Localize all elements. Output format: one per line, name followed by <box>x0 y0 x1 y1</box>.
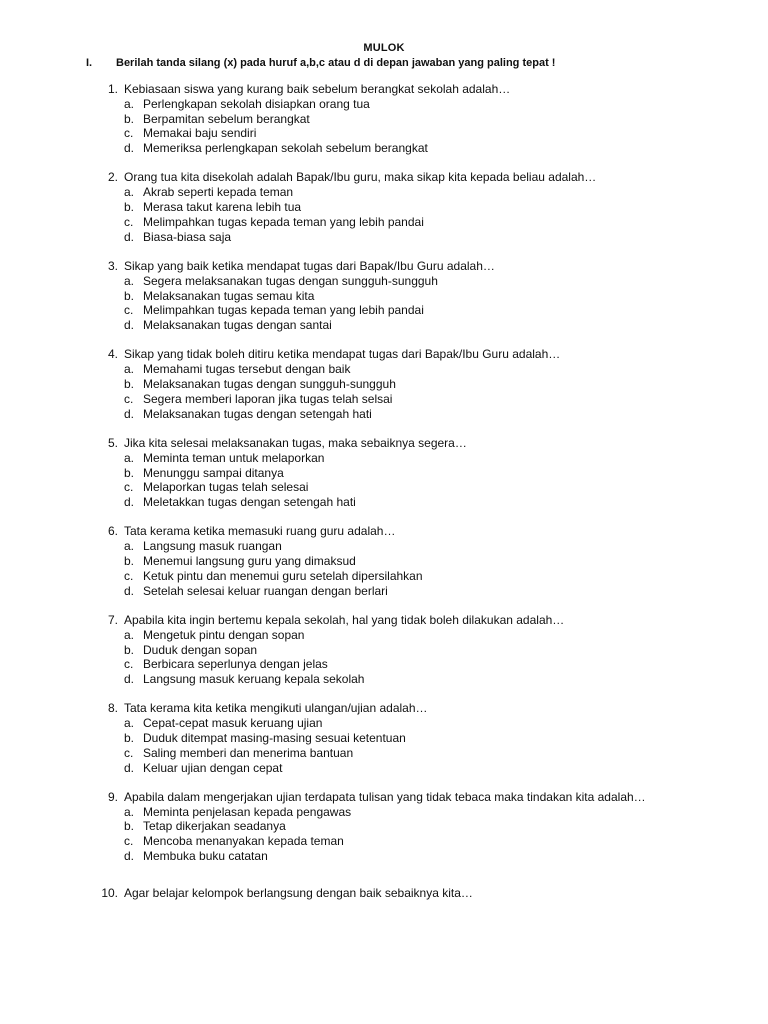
question-item <box>0 886 768 901</box>
option-letter: d. <box>124 672 135 687</box>
question-stem <box>0 701 768 716</box>
option-text: Cepat-cepat masuk keruang ujian <box>143 716 323 731</box>
option-letter: b. <box>124 200 135 215</box>
option-text: Melaksanakan tugas semau kita <box>143 288 315 303</box>
answer-option[interactable] <box>0 97 768 112</box>
option-text: Melaporkan tugas telah selesai <box>143 480 309 495</box>
answer-option[interactable] <box>0 451 768 466</box>
question-item <box>0 613 768 687</box>
answer-option[interactable] <box>0 303 768 318</box>
option-letter: d. <box>124 495 135 510</box>
answer-option[interactable] <box>0 377 768 392</box>
question-stem <box>0 886 768 901</box>
option-text: Memeriksa perlengkapan sekolah sebelum berangkat <box>143 141 428 156</box>
option-letter: c. <box>124 568 134 583</box>
question-text: Apabila kita ingin bertemu kepala sekolah, hal yang tidak boleh dilakukan adalah… <box>124 612 565 627</box>
option-text: Duduk ditempat masing-masing sesuai ketentuan <box>143 730 406 745</box>
option-text: Menemui langsung guru yang dimaksud <box>143 554 356 569</box>
question-text: Orang tua kita disekolah adalah Bapak/Ibu guru, maka sikap kita kepada beliau adalah… <box>124 170 597 185</box>
answer-option[interactable] <box>0 672 768 687</box>
option-letter: b. <box>124 377 135 392</box>
option-text: Mencoba menanyakan kepada teman <box>143 834 344 849</box>
answer-option[interactable] <box>0 584 768 599</box>
option-letter: b. <box>124 730 135 745</box>
option-text: Menunggu sampai ditanya <box>143 465 284 480</box>
option-text: Membuka buku catatan <box>143 849 268 864</box>
answer-options <box>0 716 768 775</box>
question-item <box>0 82 768 156</box>
question-number: 8. <box>107 701 118 716</box>
option-letter: d. <box>124 583 135 598</box>
option-text: Segera memberi laporan jika tugas telah selsai <box>143 391 393 406</box>
question-text: Tata kerama ketika memasuki ruang guru adalah… <box>124 524 396 539</box>
option-text: Saling memberi dan menerima bantuan <box>143 745 354 760</box>
option-text: Merasa takut karena lebih tua <box>143 200 302 215</box>
option-letter: b. <box>124 642 135 657</box>
answer-options <box>0 628 768 687</box>
question-stem <box>0 82 768 97</box>
answer-option[interactable] <box>0 480 768 495</box>
question-stem <box>0 259 768 274</box>
question-text: Tata kerama kita ketika mengikuti ulangan/ujian adalah… <box>124 701 428 716</box>
question-number: 5. <box>107 435 118 450</box>
question-text: Kebiasaan siswa yang kurang baik sebelum berangkat sekolah adalah… <box>124 82 511 96</box>
question-text: Agar belajar kelompok berlangsung dengan baik sebaiknya kita… <box>124 885 473 900</box>
answer-option[interactable] <box>0 805 768 820</box>
option-text: Akrab seperti kepada teman <box>143 185 294 200</box>
option-letter: a. <box>124 96 135 111</box>
option-letter: a. <box>124 273 135 288</box>
option-letter: b. <box>124 288 135 303</box>
option-text: Melaksanakan tugas dengan santai <box>143 318 332 333</box>
question-number: 10. <box>101 885 118 900</box>
option-letter: a. <box>124 627 135 642</box>
option-text: Meletakkan tugas dengan setengah hati <box>143 495 356 510</box>
answer-option[interactable] <box>0 392 768 407</box>
question-text: Apabila dalam mengerjakan ujian terdapata tulisan yang tidak tebaca maka tindakan kita adalah… <box>124 789 646 804</box>
answer-option[interactable] <box>0 569 768 584</box>
option-text: Melimpahkan tugas kepada teman yang lebih pandai <box>143 214 424 229</box>
option-letter: c. <box>124 126 134 141</box>
answer-option[interactable] <box>0 819 768 834</box>
option-text: Mengetuk pintu dengan sopan <box>143 627 305 642</box>
answer-option[interactable] <box>0 141 768 156</box>
answer-options <box>0 362 768 421</box>
option-text: Setelah selesai keluar ruangan dengan berlari <box>143 583 388 598</box>
answer-option[interactable] <box>0 554 768 569</box>
option-text: Langsung masuk ruangan <box>143 539 282 554</box>
answer-option[interactable] <box>0 230 768 245</box>
question-item <box>0 347 768 421</box>
question-list <box>0 82 768 915</box>
answer-option[interactable] <box>0 466 768 481</box>
question-number: 6. <box>107 524 118 539</box>
option-letter: c. <box>124 391 134 406</box>
option-text: Ketuk pintu dan menemui guru setelah dipersilahkan <box>143 568 423 583</box>
answer-option[interactable] <box>0 407 768 422</box>
answer-option[interactable] <box>0 274 768 289</box>
option-text: Meminta penjelasan kepada pengawas <box>143 804 352 819</box>
document-title: MULOK <box>363 42 405 54</box>
option-letter: c. <box>124 214 134 229</box>
answer-option[interactable] <box>0 112 768 127</box>
option-letter: c. <box>124 657 134 672</box>
option-letter: d. <box>124 229 135 244</box>
option-text: Tetap dikerjakan seadanya <box>143 819 286 834</box>
answer-option[interactable] <box>0 716 768 731</box>
option-text: Duduk dengan sopan <box>143 642 258 657</box>
option-letter: a. <box>124 362 135 377</box>
answer-option[interactable] <box>0 539 768 554</box>
option-text: Memahami tugas tersebut dengan baik <box>143 362 351 377</box>
answer-options <box>0 185 768 244</box>
option-text: Melaksanakan tugas dengan setengah hati <box>143 406 372 421</box>
question-text: Jika kita selesai melaksanakan tugas, maka sebaiknya segera… <box>124 435 467 450</box>
option-text: Segera melaksanakan tugas dengan sungguh-sungguh <box>143 273 438 288</box>
option-text: Perlengkapan sekolah disiapkan orang tua <box>143 96 370 111</box>
option-text: Berpamitan sebelum berangkat <box>143 111 310 126</box>
question-number: 7. <box>107 612 118 627</box>
question-item <box>0 524 768 598</box>
option-letter: b. <box>124 554 135 569</box>
option-letter: a. <box>124 804 135 819</box>
question-number: 1. <box>107 82 118 96</box>
option-text: Meminta teman untuk melaporkan <box>143 450 325 465</box>
option-text: Memakai baju sendiri <box>143 126 257 141</box>
option-letter: d. <box>124 849 135 864</box>
option-letter: a. <box>124 539 135 554</box>
option-text: Melaksanakan tugas dengan sungguh-sungguh <box>143 377 396 392</box>
option-letter: a. <box>124 185 135 200</box>
answer-option[interactable] <box>0 731 768 746</box>
answer-option[interactable] <box>0 643 768 658</box>
instruction-text: Berilah tanda silang (x) pada huruf a,b,c atau d di depan jawaban yang paling tepat ! <box>116 57 556 69</box>
question-number: 4. <box>107 347 118 362</box>
option-letter: c. <box>124 745 134 760</box>
question-stem <box>0 790 768 805</box>
answer-option[interactable] <box>0 200 768 215</box>
question-item <box>0 436 768 510</box>
answer-option[interactable] <box>0 849 768 864</box>
answer-options <box>0 805 768 864</box>
option-text: Berbicara seperlunya dengan jelas <box>143 657 328 672</box>
option-text: Keluar ujian dengan cepat <box>143 760 283 775</box>
question-item <box>0 701 768 775</box>
answer-option[interactable] <box>0 362 768 377</box>
answer-option[interactable] <box>0 834 768 849</box>
answer-option[interactable] <box>0 289 768 304</box>
question-stem <box>0 170 768 185</box>
question-item <box>0 790 768 864</box>
answer-option[interactable] <box>0 318 768 333</box>
option-text: Biasa-biasa saja <box>143 229 232 244</box>
option-letter: c. <box>124 303 134 318</box>
answer-options <box>0 274 768 333</box>
option-letter: b. <box>124 111 135 126</box>
answer-option[interactable] <box>0 657 768 672</box>
option-letter: c. <box>124 480 134 495</box>
option-letter: a. <box>124 716 135 731</box>
question-text: Sikap yang tidak boleh ditiru ketika mendapat tugas dari Bapak/Ibu Guru adalah… <box>124 347 561 362</box>
option-text: Langsung masuk keruang kepala sekolah <box>143 672 365 687</box>
question-stem <box>0 436 768 451</box>
option-letter: b. <box>124 819 135 834</box>
question-number: 2. <box>107 170 118 185</box>
option-letter: d. <box>124 318 135 333</box>
answer-option[interactable] <box>0 495 768 510</box>
answer-option[interactable] <box>0 761 768 776</box>
answer-options <box>0 539 768 598</box>
option-letter: c. <box>124 834 134 849</box>
answer-option[interactable] <box>0 215 768 230</box>
question-stem <box>0 613 768 628</box>
question-stem <box>0 347 768 362</box>
option-letter: b. <box>124 465 135 480</box>
answer-option[interactable] <box>0 628 768 643</box>
option-letter: d. <box>124 141 135 156</box>
section-numeral: I. <box>86 57 93 69</box>
question-text: Sikap yang baik ketika mendapat tugas dari Bapak/Ibu Guru adalah… <box>124 258 495 273</box>
answer-option[interactable] <box>0 185 768 200</box>
option-letter: d. <box>124 406 135 421</box>
option-letter: d. <box>124 760 135 775</box>
question-item <box>0 259 768 333</box>
question-item <box>0 170 768 244</box>
question-stem <box>0 524 768 539</box>
answer-options <box>0 451 768 510</box>
answer-options <box>0 97 768 156</box>
option-text: Melimpahkan tugas kepada teman yang lebih pandai <box>143 303 424 318</box>
question-number: 9. <box>107 789 118 804</box>
answer-option[interactable] <box>0 746 768 761</box>
option-letter: a. <box>124 450 135 465</box>
question-number: 3. <box>107 258 118 273</box>
answer-option[interactable] <box>0 126 768 141</box>
